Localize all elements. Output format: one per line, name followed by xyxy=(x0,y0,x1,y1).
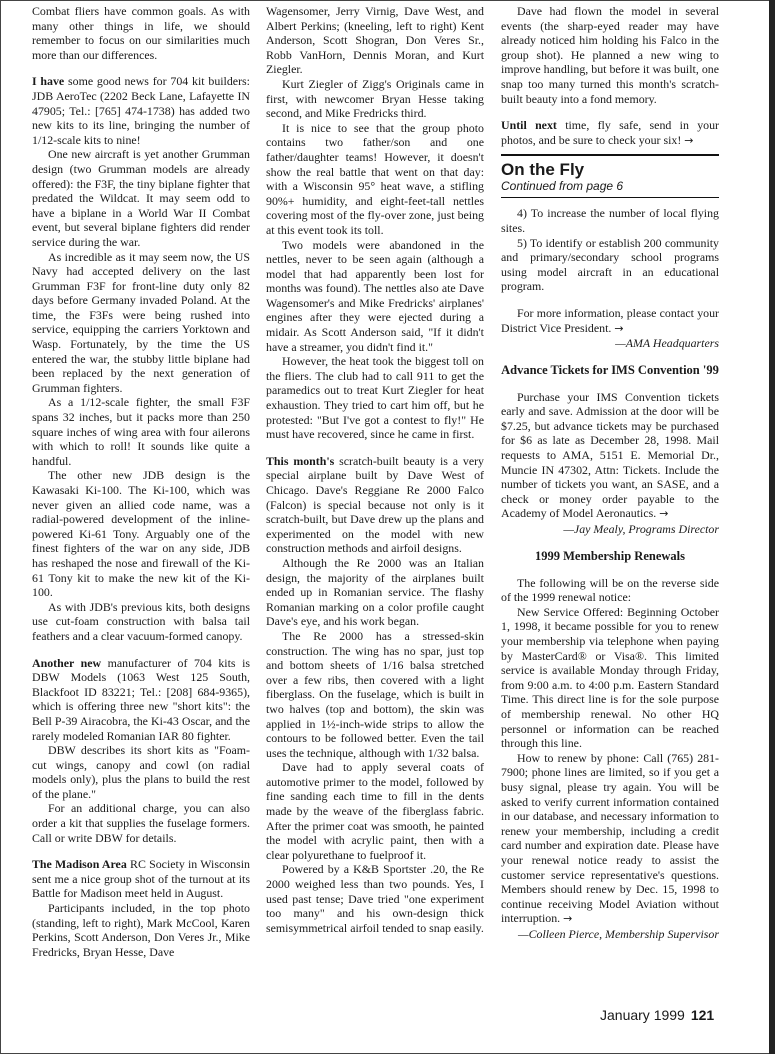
paragraph: Powered by a K&B Sportster .20, the Re 2000 weighed less than two pounds. Yes, I used past tense; Dave tried "one experiment too many" and his own-design thick semisymmetrical airfoil tended to snap easily. xyxy=(266,862,484,935)
paragraph-text: How to renew by phone: Call (765) 281-7900; phone lines are limited, so if you get a busy signal, please try again. You will be asked to verify current information contained in our database, and necessary information to renew your membership, including a credit card number and expiration date. Please have your renewal notice ready to assist the customer service representative's questions. Members should renew by Dec. 15, 1998 to continue receiving Model Aviation without interruption. xyxy=(501,750,719,926)
paragraph xyxy=(501,751,719,927)
paragraph: It is nice to see that the group photo contains two father/son and one father/daughter teams! However, it doesn't show the real battle that went on that day: with a Wisconsin 95° heat wave, a stifling 90%+ humidity, and eight-feet-tall nettles covering most of the fly-over zone, just being at this event took its toll. xyxy=(266,120,484,237)
column-1 xyxy=(32,4,250,959)
paragraph xyxy=(32,857,250,901)
paragraph: The other new JDB design is the Kawasaki Ki-100. The Ki-100, which was never given an allied code name, was a radial-powered development of the inline-powered Ki-61 Tony. Arguably one of the finest fighters of the war on any side, JDB has reshaped the nose and firewall of the Ki-61 Tony kit to make the new kit of the Ki-100. xyxy=(32,468,250,600)
paragraph: Participants included, in the top photo (standing, left to right), Mark McCool, Karen Perkins, Scott Anderson, Don Veres Jr., Mike Fredricks, Bryan Hesse, Dave xyxy=(32,901,250,959)
issue-date: January 1999 xyxy=(600,1007,685,1023)
on-the-fly-heading: On the Fly xyxy=(501,160,585,180)
paragraph: Although the Re 2000 was an Italian design, the majority of the airplanes built ended up in Romanian service. The flashy Romanian marking on a color profile caught Dave's eye, and his work began. xyxy=(266,555,484,629)
lead-in: Until next xyxy=(501,118,557,133)
lead-in: The Madison Area xyxy=(32,857,127,872)
end-arrow-icon: → xyxy=(614,321,624,335)
paragraph xyxy=(266,454,484,556)
paragraph: Dave had flown the model in several events (the sharp-eyed reader may have already noticed him holding his Falco in the group shot). He planned a new wing to improve handling, but before it was built, one snap too many turned this month's scratch-built beauty into a fond memory. xyxy=(501,4,719,106)
paragraph: Wagensomer, Jerry Virnig, Dave West, and Albert Perkins; (kneeling, left to right) Kent Anderson, Scott Shogran, Don Veres Sr., Robb VanHorn, Dennis Moran, and Kurt Ziegler. xyxy=(266,4,484,77)
lead-in: I have xyxy=(32,74,65,89)
column-2 xyxy=(266,4,484,935)
paragraph-text: scratch-built beauty is a very special airplane built by Dave West of Chicago. Dave's Reggiane Re 2000 Falco (Falcon) is special because not only is it scratch-built, but Dave drew up the plans and experimented on the model with new construction methods and airfoil designs. xyxy=(266,453,484,556)
end-arrow-icon: → xyxy=(684,133,694,147)
signature: —AMA Headquarters xyxy=(615,336,719,351)
paragraph xyxy=(32,74,250,147)
paragraph xyxy=(501,118,719,148)
scan-edge xyxy=(769,0,775,1054)
paragraph: 4) To increase the number of local flying sites. xyxy=(501,206,719,235)
paragraph: Kurt Ziegler of Zigg's Originals came in first, with newcomer Bryan Hesse taking second, and Mike Fredricks third. xyxy=(266,76,484,121)
paragraph-text: some good news for 704 kit builders: JDB AeroTec (2202 Beck Lane, Lafayette IN 47905; Tel.: [765] 474-1738) has added two new kits to its line, bringing the number of 1/12-scale kits to nine! xyxy=(32,74,250,147)
paragraph xyxy=(501,306,719,336)
paragraph: As with JDB's previous kits, both designs use cut-foam construction with balsa tail feathers and a clear vacuum-formed canopy. xyxy=(32,599,250,643)
end-arrow-icon: → xyxy=(563,912,573,926)
paragraph-text: For more information, please contact your District Vice President. xyxy=(501,305,719,335)
signature: —Jay Mealy, Programs Director xyxy=(563,522,719,537)
paragraph: As a 1/12-scale fighter, the small F3F spans 32 inches, but it packs more than 250 square inches of wing area with four ailerons with which to roll! It sounds like quite a handful. xyxy=(32,395,250,468)
paragraph-text: time, fly safe, send in your photos, and be sure to check your six! xyxy=(501,118,719,147)
section-divider xyxy=(501,197,719,198)
lead-in: Another new xyxy=(32,655,102,670)
page-footer xyxy=(600,1007,714,1023)
paragraph: The Re 2000 has a stressed-skin construction. The wing has no spar, just top and bottom sheets of 1/16 balsa stretched over a few ribs, then covered with a light fiberglass. On the fuselage, which is built in two halves (top and bottom), the skin was applied in 1½-inch-wide strips to allow the contours to be followed better. Even the tail uses the technique, although with 1/32 balsa. xyxy=(266,628,484,760)
paragraph: One new aircraft is yet another Grumman design (two Grumman models are already offered): the F3F, the tiny biplane fighter that predated the Wildcat. It may seem odd to have a biplane in a World War II Combat event, but several biplane fighters did render service during the war. xyxy=(32,147,250,249)
page-number: 121 xyxy=(690,1007,715,1023)
paragraph: The following will be on the reverse side of the 1999 renewal notice: xyxy=(501,575,719,605)
continued-note: Continued from page 6 xyxy=(501,179,624,194)
signature: —Colleen Pierce, Membership Supervisor xyxy=(518,926,719,941)
paragraph: However, the heat took the biggest toll on the fliers. The club had to call 911 to get the paramedics out to treat Kurt Ziegler for heat exhaustion. They tried to cart him off, but he protested: "But I've got a contest to fly!" He must have recovered, since he came in first. xyxy=(266,354,484,442)
paragraph-text: Purchase your IMS Convention tickets early and save. Admission at the door will be $7.25, but advance tickets may be purchased for $6 as late as December 28, 1998. Mail requests to AMA, 5151 E. Memorial Dr., Muncie IN 47302, Attn: Tickets. Include the number of tickets you want, an SASE, and a check or money order payable to the Academy of Model Aeronautics. xyxy=(501,389,719,521)
paragraph: Dave had to apply several coats of automotive primer to the model, followed by fine sanding each time to fill in the dents made by the weave of the fiberglass fabric. After the primer coat was smooth, he painted the model with acrylic paint, then with a clear polyurethane to fuelproof it. xyxy=(266,760,484,862)
paragraph: Two models were abandoned in the nettles, never to be seen again (although a model that had apparently been lost for months was found). The nettles also ate Dave Wagensomer's and Mike Fredricks' airplanes' engines after they were ejected during a midair. As Scott Anderson said, "If it didn't have a streamer, you didn't find it." xyxy=(266,237,484,354)
paragraph-text: manufacturer of 704 kits is DBW Models (1063 West 125 South, Blackfoot ID 83221; Tel.: [208] 684-9365), which is offering three new "short kits": the Bell P-39 Airacobra, the Ki-43 Oscar, and the rarely modeled Romanian IAR 80 fighter. xyxy=(32,655,250,743)
paragraph: New Service Offered: Beginning October 1, 1998, it became possible for you to renew your membership via telephone when paying by MasterCard® or Visa®. This limited service is available Monday through Friday, from 9:00 a.m. to 4:00 p.m. Eastern Standard Time. This direct line is for the sole purpose of membership renewal. No other HQ personnel or information can be reached through this line. xyxy=(501,604,719,751)
paragraph-text: RC Society in Wisconsin sent me a nice group shot of the turnout at its Battle for Madison meet held in August. xyxy=(32,857,250,901)
column-3 xyxy=(501,4,719,941)
section-rule xyxy=(501,154,719,156)
paragraph: Combat fliers have common goals. As with many other things in life, we should remember to focus on our similarities much more than our differences. xyxy=(32,4,250,62)
paragraph xyxy=(32,656,250,744)
paragraph: DBW describes its short kits as "Foam-cut wings, canopy and cowl (on radial models only), plus the plans to build the rest of the plane." xyxy=(32,743,250,801)
paragraph: As incredible as it may seem now, the US Navy had accepted delivery on the last Grumman F3F for front-line duty only 82 days before Germany invaded Poland. At the time, the F3Fs were being rushed into service, equipping the carriers Yorktown and Wasp. Fortunately, by the time the US entered the war, the stubby little biplane had been replaced by the next generation of Grumman fighters. xyxy=(32,249,250,395)
lead-in: This month's xyxy=(266,453,335,468)
end-arrow-icon: → xyxy=(659,507,669,521)
paragraph: For an additional charge, you can also order a kit that supplies the fuselage formers. Call or write DBW for details. xyxy=(32,801,250,845)
ims-heading: Advance Tickets for IMS Convention '99 xyxy=(501,362,719,377)
paragraph: 5) To identify or establish 200 community and primary/secondary school programs using model aircraft in an educational program. xyxy=(501,235,719,294)
membership-heading: 1999 Membership Renewals xyxy=(535,548,685,563)
paragraph xyxy=(501,390,719,522)
